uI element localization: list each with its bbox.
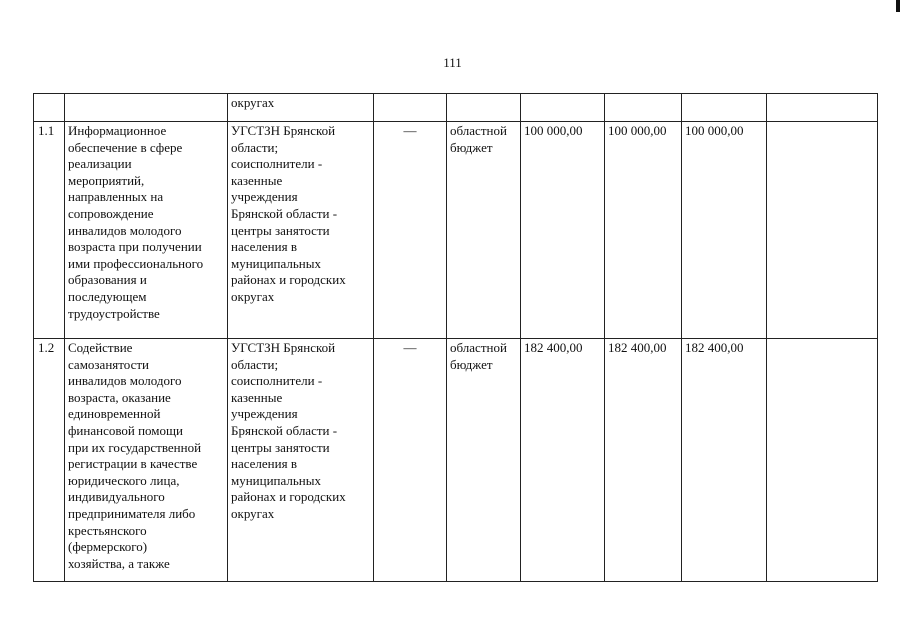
- row-empty: [767, 339, 878, 582]
- description-line: возраста, оказание: [68, 389, 171, 405]
- executor-line: районах и городских: [231, 272, 346, 288]
- executor-line: Брянской области -: [231, 205, 338, 221]
- executor-line: округах: [231, 505, 275, 521]
- executor-line: казенные: [231, 172, 283, 188]
- description-line: Информационное: [68, 123, 167, 138]
- description-line: индивидуального: [68, 489, 165, 505]
- cell-dash: [374, 94, 447, 122]
- cell-num: [34, 94, 65, 122]
- row-source: [447, 339, 521, 582]
- executor-text: округах: [231, 95, 275, 110]
- row-dash: —: [374, 122, 447, 339]
- description-line: юридического лица,: [68, 472, 180, 488]
- table-row-continuation: [34, 94, 878, 122]
- table-row: [34, 122, 878, 339]
- cell-empty: [767, 94, 878, 122]
- description-line: самозанятости: [68, 356, 150, 372]
- executor-line: округах: [231, 288, 275, 304]
- description-line: обеспечение в сфере: [68, 139, 183, 155]
- executor-line: учреждения: [231, 406, 298, 422]
- source-line: областной: [450, 340, 507, 355]
- row-amount-3: 182 400,00: [682, 339, 767, 582]
- row-source: [447, 122, 521, 339]
- row-description: [65, 339, 228, 582]
- row-number: 1.2: [34, 339, 65, 582]
- executor-line: соисполнители -: [231, 373, 323, 389]
- description-line: Содействие: [68, 340, 133, 355]
- executor-line: учреждения: [231, 189, 298, 205]
- source-line: бюджет: [450, 356, 493, 372]
- executor-line: муниципальных: [231, 255, 322, 271]
- description-line: сопровождение: [68, 205, 154, 221]
- description-line: мероприятий,: [68, 172, 145, 188]
- cell-amount-2: [605, 94, 682, 122]
- description-line: направленных на: [68, 189, 164, 205]
- executor-line: населения в: [231, 239, 297, 255]
- executor-line: центры занятости: [231, 439, 330, 455]
- executor-line: центры занятости: [231, 222, 330, 238]
- table-row: [34, 339, 878, 582]
- description-line: хозяйства, а также: [68, 555, 170, 571]
- row-number: 1.1: [34, 122, 65, 339]
- executor-line: УГСТЗН Брянской: [231, 340, 336, 355]
- row-amount-2: 100 000,00: [605, 122, 682, 339]
- scan-edge-mark: [896, 0, 900, 12]
- executor-line: соисполнители -: [231, 156, 323, 172]
- description-line: (фермерского): [68, 539, 148, 555]
- cell-executor: [228, 94, 374, 122]
- description-line: возраста при получении: [68, 239, 202, 255]
- description-line: при их государственной: [68, 439, 202, 455]
- cell-amount-1: [521, 94, 605, 122]
- cell-source: [447, 94, 521, 122]
- description-line: образования и: [68, 272, 147, 288]
- executor-line: муниципальных: [231, 472, 322, 488]
- row-executor: [228, 339, 374, 582]
- executor-line: районах и городских: [231, 489, 346, 505]
- row-amount-2: 182 400,00: [605, 339, 682, 582]
- row-amount-3: 100 000,00: [682, 122, 767, 339]
- description-line: трудоустройстве: [68, 305, 160, 321]
- executor-line: населения в: [231, 456, 297, 472]
- description-line: финансовой помощи: [68, 422, 183, 438]
- source-line: областной: [450, 123, 507, 138]
- description-line: крестьянского: [68, 522, 147, 538]
- executor-line: Брянской области -: [231, 422, 338, 438]
- executor-line: области;: [231, 356, 279, 372]
- source-line: бюджет: [450, 139, 493, 155]
- description-line: предпринимателя либо: [68, 505, 196, 521]
- cell-amount-3: [682, 94, 767, 122]
- description-line: ими профессионального: [68, 255, 204, 271]
- page-number: 111: [443, 55, 462, 70]
- budget-table: [33, 93, 878, 582]
- cell-description: [65, 94, 228, 122]
- row-empty: [767, 122, 878, 339]
- description-line: последующем: [68, 288, 147, 304]
- description-line: единовременной: [68, 406, 161, 422]
- executor-line: УГСТЗН Брянской: [231, 123, 336, 138]
- executor-line: области;: [231, 139, 279, 155]
- row-executor: [228, 122, 374, 339]
- row-description: [65, 122, 228, 339]
- description-line: регистрации в качестве: [68, 456, 198, 472]
- row-amount-1: 182 400,00: [521, 339, 605, 582]
- row-dash: —: [374, 339, 447, 582]
- description-line: реализации: [68, 156, 132, 172]
- description-line: инвалидов молодого: [68, 222, 182, 238]
- row-amount-1: 100 000,00: [521, 122, 605, 339]
- executor-line: казенные: [231, 389, 283, 405]
- description-line: инвалидов молодого: [68, 373, 182, 389]
